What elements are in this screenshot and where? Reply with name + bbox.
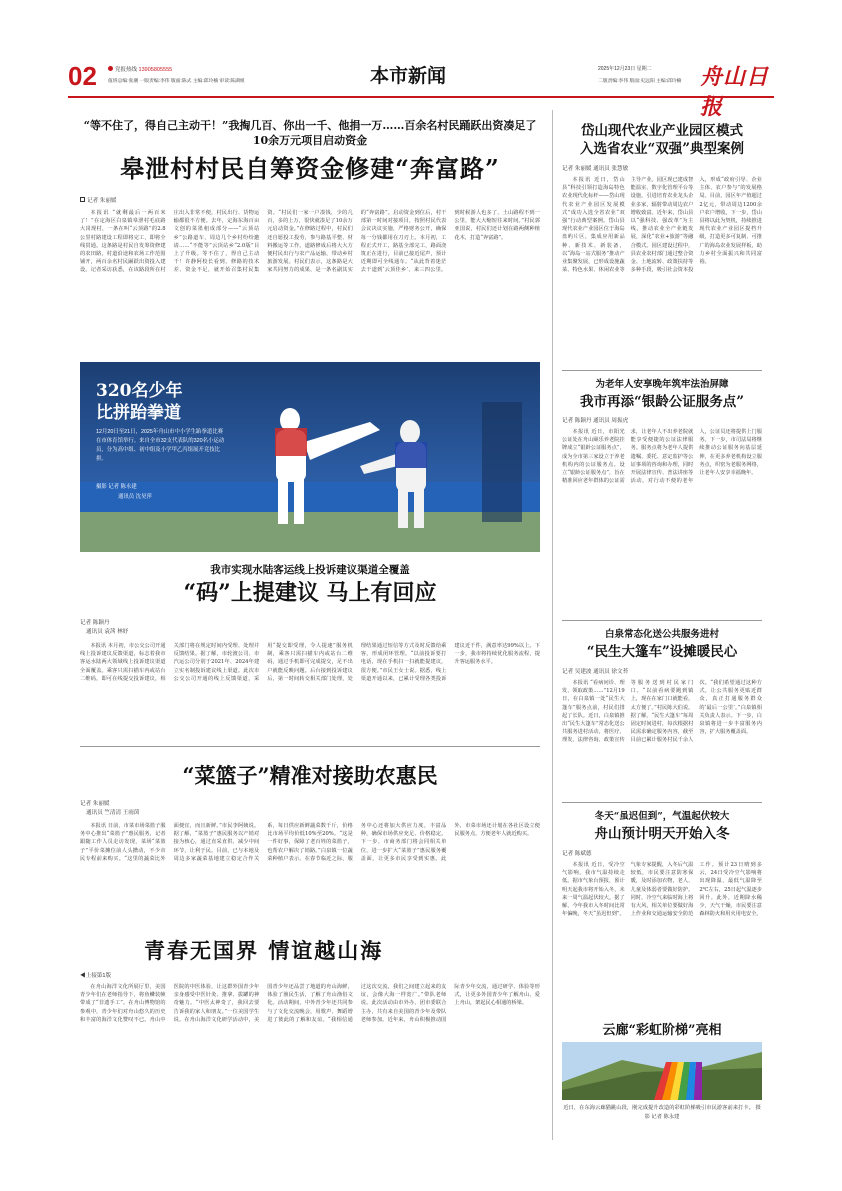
elder-body: 本报讯 近日，市阳光公证处在舟山颐乐养老院挂牌成立“银龄公证服务点”，成为全市第三家设立于养老机构内的公证服务点。设立“银龄公证服务点”，旨在精准回应老年群体的公证需求，让老年人不出养老院就能享受便捷的公证法律服务。服务点将为老年人提供遗嘱、委托、意定监护等公证事项的咨询和办理，同时开展法律宣传、普法讲座等活动。对行动不便的老年人，公证员还将提供上门服务。下一步，市司法局将继续推动公证服务向基层延伸，在更多养老机构设立服务点，织密为老服务网络，让老年人安享幸福晚年。: [562, 429, 762, 485]
main-body: 本报讯 “就剩最后一两百米了！”在定海区白泉镇皋泄村毛底路大岗现村，一条在叫“云顶路”的2.8公里村路建设工程即将完工，即将全线贯通。这条路是村民自发筹资修建的农田路，村道沿途和农场工作范围铺开，两百余名村民踊跃出资投入建设。记者采访获悉，在该路段所在村庄出入非常不便，村民出行、货物运输都很不方便。去年，定海东海百亩文创的菜墨租成部分——“云顶站乡”公路道车，周边几个乡村纷纷邀请……“不能等”云顶站乡“2.0版”目上了升级。等不住了，得自己主动干！许静阿校长看到，修路的技术差、资金不足，就开始召集村民集资。“村民们一家一户凑钱，少的几百，多的上万，很快就凑足了10余万元启动资金。”在修路过程中，村民们还自愿投工投劳，参与路基平整、材料搬运等工作。道路修成后将大大方便村民出行与农产品运输，带动乡村旅游发展。村民们表示，这条路是大家共同努力的成果，是一条名副其实的“奔富路”。启动资金到位后，村干部第一时间对接项目，按照村民代表会议决议实施，严格财务公开，确保每一分钱都用在刀刃上。本月初，工程正式开工，路基全部完工，路面浇筑正在进行，目前已接近尾声，预计近期即可全线通车。“从此背着迷茫去干道到‘云顶佳乡’，来三四公里。到时候游人也多了，土山路程不到一公里，能大大缩短往来时间。”村民郭亚国说，村民们还计划在路两侧种植花木，打造“奔富路”。: [80, 210, 540, 274]
agri-body: 本报讯 近日，岱山县“科技引领打造海岛特色农业现代化标杆——岱山现代农业产业园区发展模式”成功入选全省农业“双强”行动典型案例。岱山县现代农业产业园区位于海岛盘屿片区，集成应用新品种、新技术、新装备，以“海岛一站式服务”推动产业集聚发展，已形成设施蔬菜、特色水果、休闲农业等主导产业。园区现已建成智能温室、数字化管理平台等设施，引进培育农业龙头企业多家，辐射带动周边农户增收致富。近年来，岱山县以“强科技、强改革”为主线，推动农业全产业链发展，深化“农业+旅游”等融合模式。园区建设过程中，县农业农村部门通过整合资金、土地流转、政策扶持等多种手段，吸引社会资本投入，形成“政府引导、企业主体、农户参与”的发展格局。目前，园区年产值超过2亿元，带动周边1200余户农户增收。下一步，岱山县将以此为契机，持续推进现代农业产业园区提档升级，打造更多可复制、可推广的海岛农业发展样板，助力乡村全面振兴和共同富裕。: [562, 177, 762, 274]
main-kicker: “等不住了，得自己主动干！”我掏几百、你出一千、他捐一万……百余名村民踊跃出资凑足了10余万元项目启动资金: [83, 119, 537, 147]
elder-headline: 我市再添“银龄公证服务点”: [579, 394, 745, 410]
code-byline-2: 通讯员 袁茜 林妤: [86, 629, 129, 635]
page-header: [68, 60, 774, 120]
divider: [562, 370, 762, 371]
youth-body: 在舟山海洋文化所展厅里，美国青少年们在老师指导下，将鱼鳞装帧带成了“非遗手工”。在舟山博物馆的参观中，青少年们对舟山悠久的历史和丰富的海洋文化赞叹不已。舟山中医院的中医体验，让这群外国青少年亲身感受中医针灸、推拿、拔罐的神奇魅力。“中医太神奇了，我回去要告诉我的家人和朋友。”一位美国学生说。在舟山海洋文化研学活动中，美国青少年还品尝了地道的舟山海鲜，体验了渔民生活，了解了舟山渔俗文化。活动期间，中外青少年还共同参与了文化交流晚会，用歌声、舞蹈增进了彼此的了解和友谊。“我相信通过这次交流，我们之间建立起来的友谊，会像大海一样宽广。”带队老师说。此次活动由市外办、团市委联合主办，共有来自美国的青少年及带队老师参加。近年来，舟山积极推动国际青少年交流，通过研学、体验等形式，让更多外国青少年了解舟山、爱上舟山，架起民心相通的桥梁。: [80, 984, 540, 1023]
elder-kicker: 为老年人安享晚年筑牢法治屏障: [595, 379, 729, 390]
divider: [562, 620, 762, 621]
code-headline: “码”上提建议 马上有回应: [183, 580, 437, 606]
stairs-caption: [562, 1104, 762, 1121]
phone-icon: [108, 66, 113, 71]
hotline-number: 13905805555: [138, 67, 173, 73]
taekwondo-photo: [80, 362, 540, 552]
stairs-photo: [562, 1042, 762, 1100]
editor-line-left: 值班总编:张潮 一版责编:李伟 版面:陈式 主编:邱玲楠 审读:陈湖姐: [108, 79, 245, 84]
bus-headline: “民生大篷车”设摊暖民心: [586, 644, 738, 660]
code-body: 本报讯 本月初，市公交公司开通线上投诉建议反馈渠道，标志着我市客运水陆两大领域线上投诉建议渠道全面覆盖。乘客只需扫描车内或站台二维码，即可在线提交投诉建议，相关部门将在规定时间内受理、处理并反馈结果。据了解，市轮渡公司、市汽运公司分别于2021年、2024年建立实名制投诉建议线上渠道。此次市公交公司开通的线上反馈渠道，采用“提交即受理，令人提速”服务机制，乘客只需扫描车内或站台二维码，通过手机即可完成提交，足不出户就能反映问题。后台接到投诉建议后，第一时间转交相关部门处理，处理结果通过短信等方式及时反馈给乘客，形成闭环管理。“以前投诉要打电话，现在手机扫一扫就能提建议，很方便。”市民王女士说。据悉，线上渠道开通以来，已累计受理各类投诉建议近千件，满意率达99%以上。下一步，我市将持续优化服务流程，提升客运服务水平。: [80, 643, 540, 682]
column-divider: [552, 110, 553, 1140]
divider: [80, 746, 540, 747]
stairs-caption-text: 近日，在东海云廊猫跳山段，刚完成提升改造的彩虹阶梯吸引市民游客前来打卡。: [563, 1105, 754, 1111]
agri-headline-2: 入选省农业“双强”典型案例: [579, 141, 745, 157]
masthead-logo: 舟山日报: [700, 64, 770, 120]
editor-line-right: 二版责编:李伟 版面:史远阳 主编:邱玲楠: [598, 79, 682, 84]
agri-byline: 记者 朱丽媛 通讯员 张慧敏: [562, 166, 629, 172]
elder-byline: 记者 陈颖丹 通讯员 周振虎: [562, 418, 629, 424]
taekwondo-credit-2: 通讯员 沈昊萍: [118, 494, 152, 500]
weather-byline: 记者 陈斌德: [562, 851, 592, 857]
taekwondo-caption: 12月20日至21日，2025年舟山市中小学生跆拳道比赛在市体育馆举行。来自全市32支代表队的320名小运动员，分为高中组、初中组及小学甲乙丙组展开竞技比拼。: [96, 429, 225, 462]
taekwondo-credit-1: 摄影 记者 陈永建: [96, 484, 137, 490]
youth-byline: ◀上接第1版: [80, 973, 112, 979]
bus-kicker: 白泉常态化送公共服务进村: [604, 629, 719, 640]
main-byline: 记者 朱丽媛: [80, 197, 117, 206]
basket-byline-1: 记者 朱丽媛: [80, 801, 110, 807]
reporter-icon: [80, 197, 85, 202]
taekwondo-title-line2: 比拼跆拳道: [96, 403, 181, 423]
code-kicker: 我市实现水陆客运线上投诉建议渠道全覆盖: [210, 564, 410, 576]
stairs-credit: 摄影 记者 陈永建: [644, 1105, 761, 1120]
bus-body: 本报讯 “看病问诊、理发、领取政策……”12月19日，在白泉镇一处“民生大篷车”服务点前，村民们排起了长队。近日，白泉镇推出“民生大篷车”常态化送公共服务进村活动，将医疗、理发、法律咨询、政策宣传等服务送到村民家门口。“以前看病要跑到镇上，现在在家门口就能看，太方便了。”村民陈大伯说。据了解，“民生大篷车”每周固定时间进村，每次根据村民需求确定服务内容，截至目前已累计服务村民千余人次。“我们希望通过这种方式，让公共服务更贴近群众，真正打通服务群众的‘最后一公里’。”白泉镇相关负责人表示。下一步，白泉镇将进一步丰富服务内容，扩大服务覆盖面。: [562, 680, 762, 744]
stairs-headline: 云廊“彩虹阶梯”亮相: [602, 1023, 722, 1038]
basket-headline: “菜篮子”精准对接助农惠民: [182, 763, 438, 788]
hotline-row: [108, 65, 172, 73]
main-headline: 皋泄村村民自筹资金修建“奔富路”: [120, 154, 500, 183]
code-byline-1: 记者 陈颖丹: [80, 620, 110, 626]
section-title: 本市新闻: [370, 65, 447, 87]
youth-headline: 青春无国界 情谊越山海: [144, 938, 384, 963]
page-number: 02: [68, 61, 97, 91]
basket-byline-2: 通讯员 竺清清 王雨茵: [86, 810, 140, 816]
taekwondo-title-line1: 320名少年: [96, 381, 183, 401]
divider: [562, 802, 762, 803]
weather-body: 本报讯 近日，受冷空气影响，我市气温持续走低。据市气象台预报，预计明天起我市将开始入冬，未来一周气温起伏较大。据了解，今年我市入冬时间比常年偏晚，冬天“虽迟但到”。气象专家提醒，入冬后气温较低，市民要注意防寒保暖，及时添加衣物，老人、儿童及体弱者要做好防护。同时，冷空气来临时海上将有大风，相关单位要做好海上作业和交通运输安全防范工作。预计23日晴到多云，24日受冷空气影响将出现降温，最低气温降至2℃左右，25日起气温逐步回升。此外，近期降水稀少，天气干燥，市民要注意森林防火和用火用电安全。: [562, 862, 762, 918]
bus-byline: 记者 吴建波 通讯员 徐文苔: [562, 669, 629, 675]
weather-headline: 舟山预计明天开始入冬: [594, 826, 730, 842]
agri-headline-1: 岱山现代农业产业园区模式: [581, 123, 743, 139]
issue-date: 2025年12月23日 星期二: [598, 66, 652, 72]
hotline-label: 党报热线: [115, 67, 138, 73]
weather-kicker: 冬天“虽迟但到”，气温起伏较大: [594, 811, 730, 822]
basket-body: 本报讯 日前，市菜市场菜篮子服务中心推出“菜篮子”惠民服务，记者跟随工作人员走访发现，菜场“菜篮子”平价菜摊位前人头攒动，不少市民专程前来购买。“这里的蔬菜比外面便宜，而且新鲜。”市民李阿姨说。据了解，“菜篮子”惠民服务以产销对接为核心，通过直采直供、减少中间环节，让利于民。目前，已与本地及周边多家蔬菜基地建立稳定合作关系，每日供应新鲜蔬菜数千斤，价格比市场平均价低10%至20%。“这是一件好事，保障了老百姓的菜篮子，也帮农户解决了销路。”白泉镇一位蔬菜种植户表示。在春节临近之际，服务中心还将加大供应力度，丰富品种，确保市场供应充足、价格稳定。下一步，市商务部门将会同相关单位，进一步扩大“菜篮子”惠民服务覆盖面，让更多市民享受到实惠。此外，市菜市场还计划在各社区设立便民服务点，方便老年人就近购买。: [80, 823, 540, 862]
